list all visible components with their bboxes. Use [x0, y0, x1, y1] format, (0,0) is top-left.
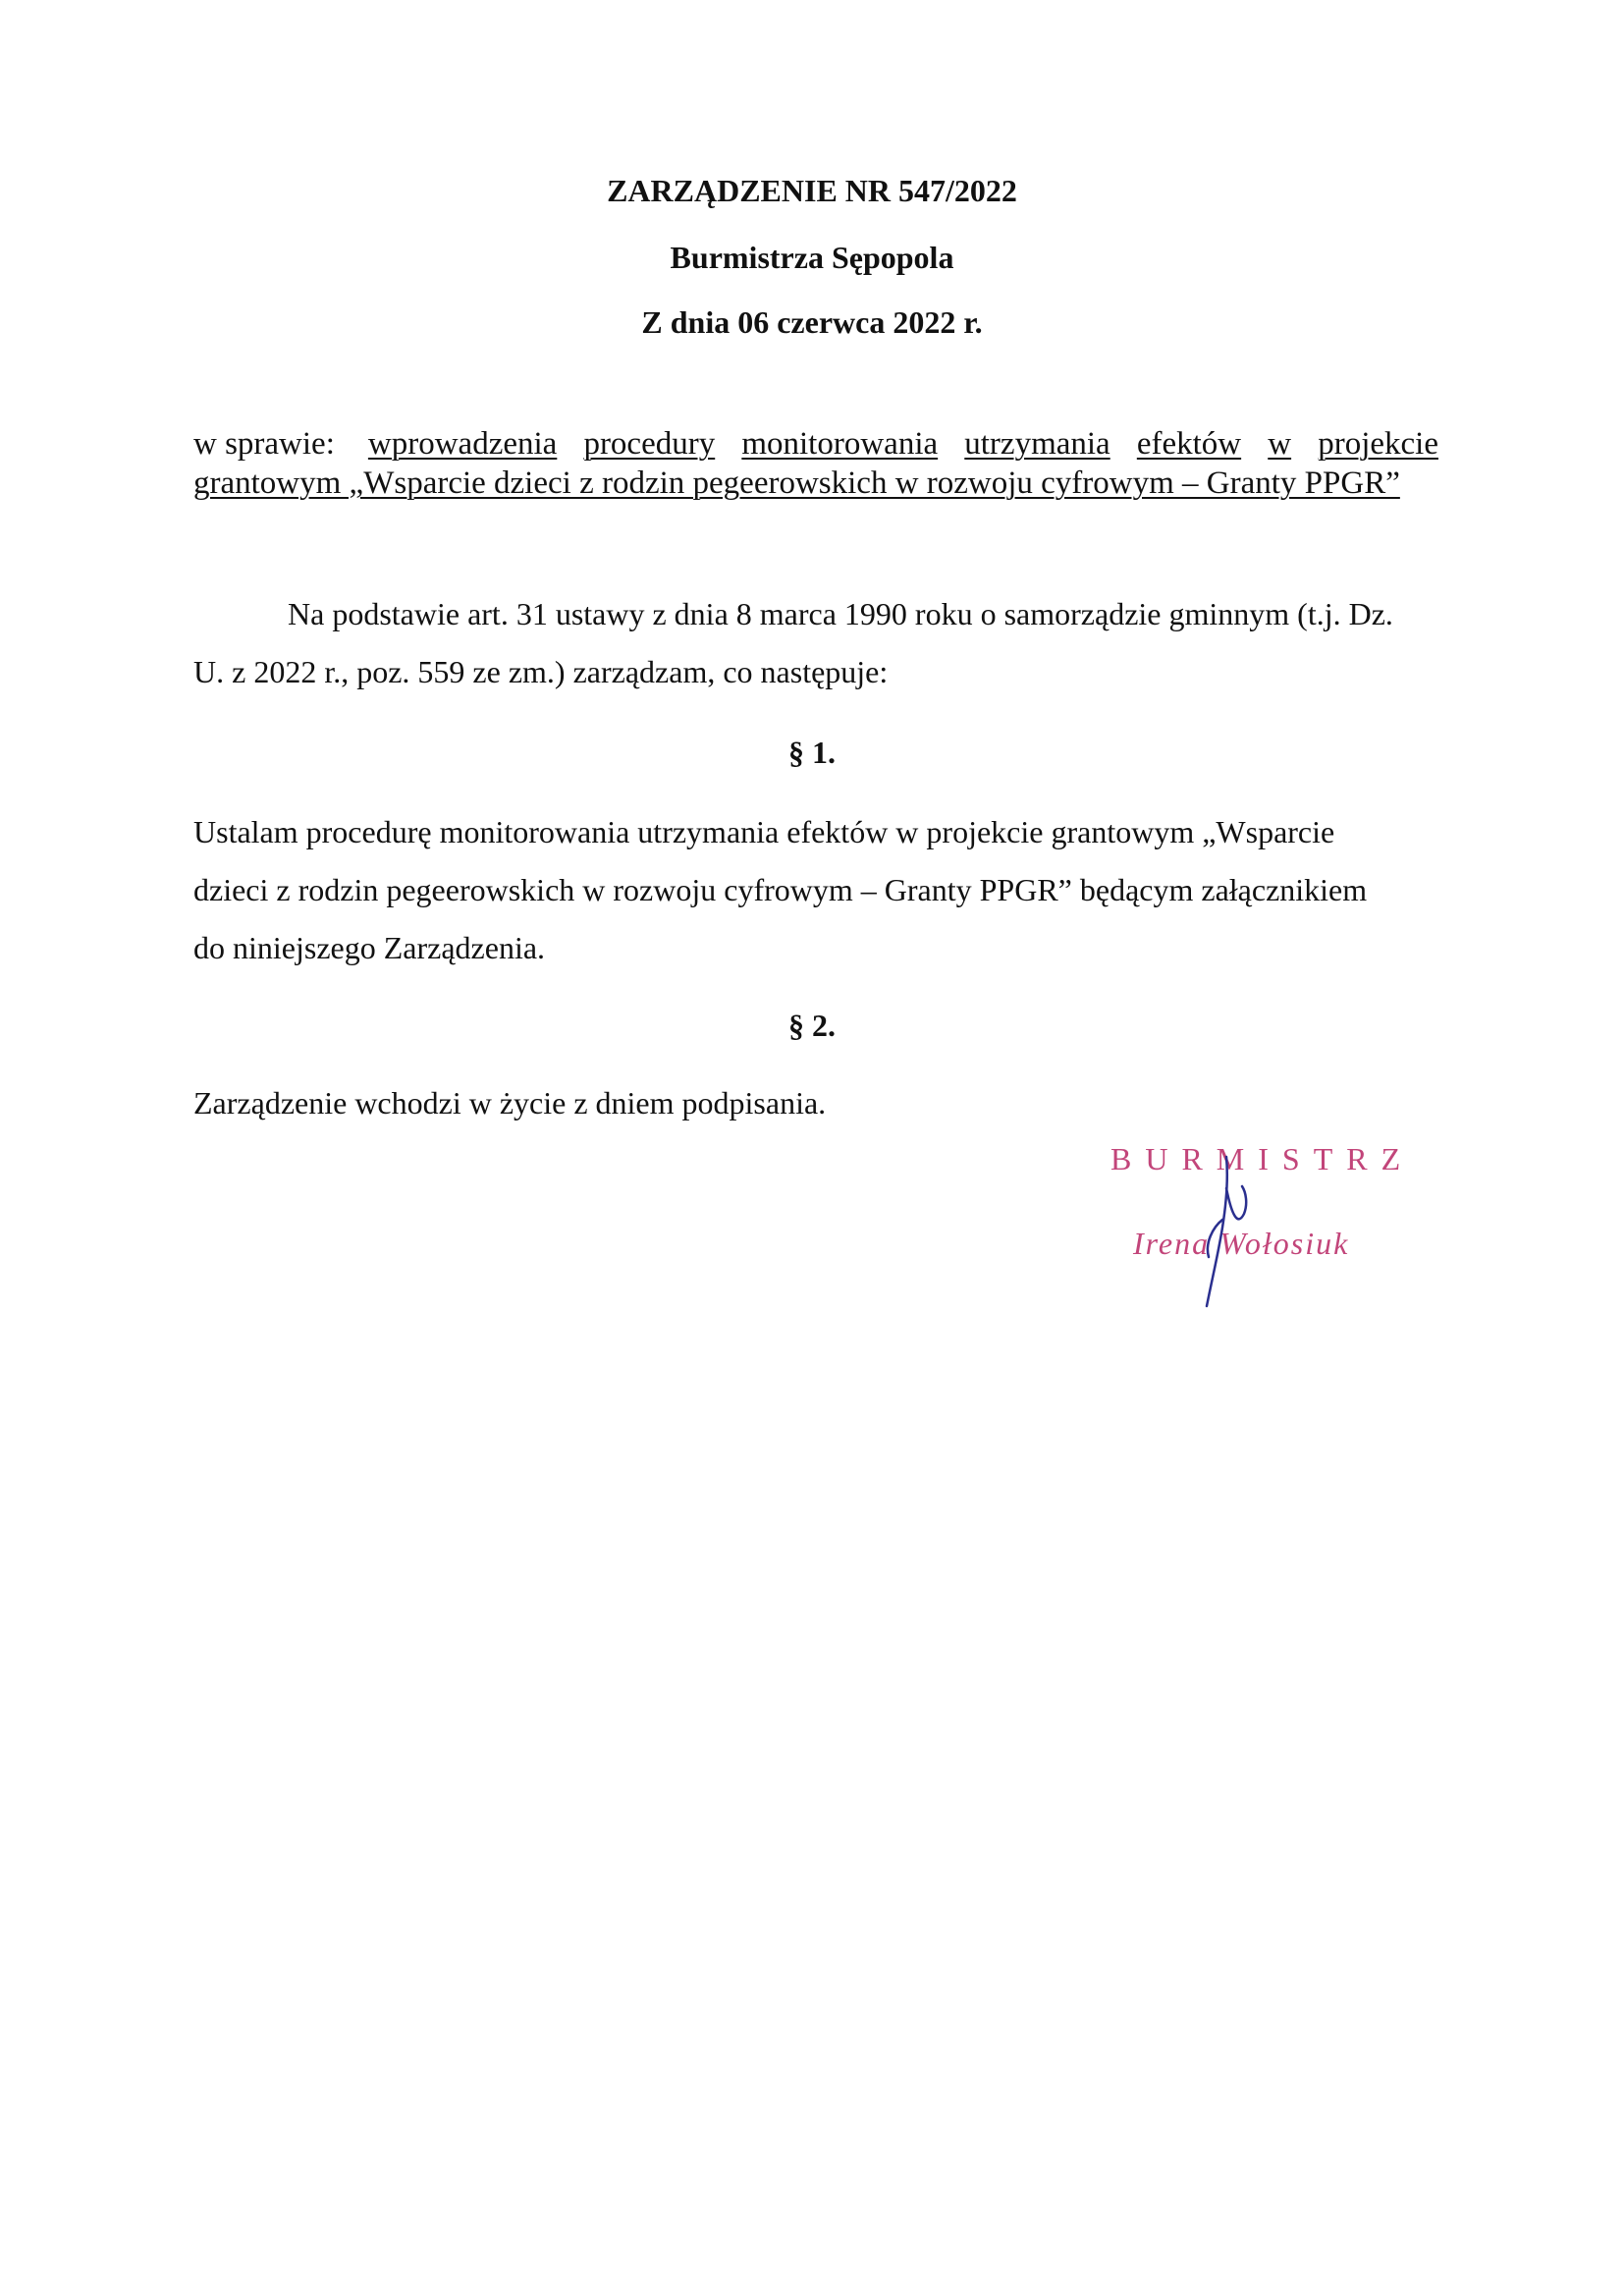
- section-1-line-3: do niniejszego Zarządzenia.: [193, 930, 546, 965]
- subject-line-1: [193, 424, 1438, 464]
- document-title: ZARZĄDZENIE NR 547/2022: [607, 173, 1017, 208]
- subject-word: monitorowania: [741, 426, 939, 462]
- section-2-line-1: Zarządzenie wchodzi w życie z dniem podpisania.: [193, 1085, 827, 1121]
- section-2-paragraph: [193, 1074, 1438, 1132]
- subject-line-2: [193, 464, 1438, 503]
- legal-basis-line-1: Na podstawie art. 31 ustawy z dnia 8 marca 1990 roku o samorządzie gminnym (t.j. Dz.: [288, 596, 1393, 631]
- signature-stroke-hook: [1226, 1186, 1246, 1219]
- subject-word: efektów: [1136, 426, 1242, 462]
- subject-block: [193, 424, 1438, 503]
- legal-basis-paragraph: [193, 585, 1438, 701]
- stamp-title: BURMISTRZ: [1110, 1141, 1415, 1176]
- handwritten-signature: [1183, 1149, 1272, 1316]
- subject-text-line-1: [368, 424, 1438, 464]
- document-date: Z dnia 06 czerwca 2022 r.: [641, 304, 983, 340]
- document-issuer: Burmistrza Sępopola: [670, 240, 954, 275]
- signature-stroke-main: [1207, 1157, 1227, 1306]
- section-2-sign: § 2.: [788, 1008, 836, 1043]
- subject-lead: w sprawie:: [193, 426, 335, 462]
- stamp-name: Irena Wołosiuk: [1133, 1226, 1350, 1261]
- section-1-line-2: dzieci z rodzin pegeerowskich w rozwoju cyfrowym – Granty PPGR” będącym załącznikiem: [193, 872, 1368, 907]
- subject-word: w: [1268, 426, 1292, 462]
- subject-word: procedury: [583, 426, 716, 462]
- section-1-paragraph: [193, 803, 1438, 977]
- legal-basis-line-2: U. z 2022 r., poz. 559 ze zm.) zarządzam, co następuje:: [193, 654, 889, 689]
- section-1-line-1: Ustalam procedurę monitorowania utrzymania efektów w projekcie grantowym „Wsparcie: [193, 814, 1335, 849]
- subject-text-line-2: grantowym „Wsparcie dzieci z rodzin pegeerowskich w rozwoju cyfrowym – Granty PPGR”: [193, 465, 1400, 501]
- subject-word: wprowadzenia: [367, 426, 558, 462]
- subject-word: projekcie: [1318, 426, 1438, 462]
- subject-word: utrzymania: [964, 426, 1110, 462]
- section-1-sign: § 1.: [788, 735, 836, 770]
